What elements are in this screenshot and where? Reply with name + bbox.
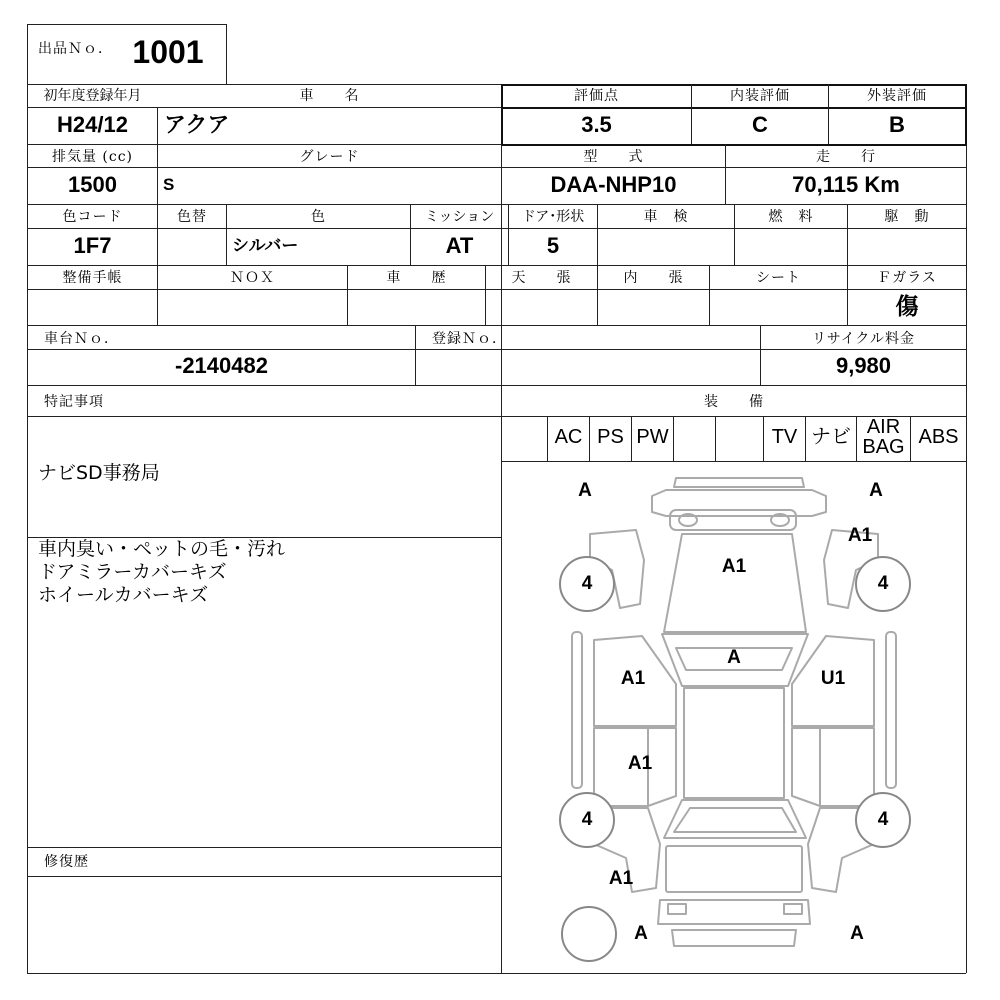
door-shape-label: ドア･形状	[521, 209, 585, 225]
tire-rear-right-grade: 4	[877, 809, 889, 830]
mark-front-right-corner: A	[869, 480, 883, 501]
color-code-label: 色コード	[62, 209, 123, 225]
mark-hood: A1	[721, 556, 747, 577]
color-change-label: 色替	[177, 209, 207, 225]
color-code-value: 1F7	[73, 233, 112, 258]
interior-label: 内装評価	[730, 88, 790, 104]
mark-rear-left: A1	[608, 868, 634, 889]
mark-rear-left-corner: A	[634, 923, 648, 944]
first-reg-value: H24/12	[57, 112, 128, 137]
mark-right-mirror: A1	[847, 525, 873, 546]
door-shape-value: 5	[546, 233, 560, 258]
recycle-fee-value: 9,980	[835, 353, 892, 378]
color-value: シルバー	[232, 236, 299, 255]
transmission-value: AT	[445, 233, 474, 258]
first-reg-label: 初年度登録年月	[43, 88, 142, 104]
model-label: 型 式	[583, 149, 644, 165]
mark-left-rear-door: A1	[627, 753, 653, 774]
history-label: 車 歴	[386, 270, 447, 286]
model-value: DAA-NHP10	[550, 172, 677, 197]
equipment-ac: AC	[554, 426, 583, 448]
seat-label: シート	[756, 270, 801, 286]
mileage-value: 70,115 Km	[792, 172, 900, 197]
equipment-label: 装 備	[704, 394, 764, 410]
equipment-navi: ナビ	[811, 426, 851, 448]
score-label: 評価点	[574, 88, 619, 104]
grade-value: S	[163, 175, 175, 194]
transmission-label: ミッション	[424, 209, 495, 225]
note-top: ナビSD事務局	[38, 462, 160, 484]
grade-label: グレード	[299, 149, 360, 165]
equipment-airbag: AIR BAG	[862, 416, 905, 458]
mark-right-front-door: U1	[820, 668, 846, 689]
fuel-label: 燃 料	[768, 209, 814, 225]
tire-rear-left-grade: 4	[581, 809, 593, 830]
recycle-fee-label: リサイクル料金	[811, 331, 916, 347]
repair-history-label: 修復歴	[44, 854, 89, 870]
spare-tire	[562, 907, 616, 961]
reg-no-label: 登録Ｎｏ．	[432, 331, 507, 347]
lot-label: 出品Ｎｏ．	[38, 41, 113, 57]
note-line-2: ドアミラーカバーキズ	[38, 561, 227, 583]
equipment-tv: TV	[771, 426, 798, 448]
nox-label: ＮＯＸ	[230, 270, 275, 286]
interior-lining-label: 内 張	[623, 270, 684, 286]
tire-front-right-grade: 4	[877, 573, 889, 594]
mark-left-front-door: A1	[620, 668, 646, 689]
car-diagram	[501, 462, 966, 973]
mark-front-left-corner: A	[578, 480, 592, 501]
tire-front-left-grade: 4	[581, 573, 593, 594]
exterior-label: 外装評価	[867, 88, 927, 104]
car-name-label: 車 名	[299, 88, 360, 104]
displacement-label: 排気量 (cc)	[51, 149, 134, 165]
equipment-abs: ABS	[918, 426, 959, 448]
note-line-1: 車内臭い・ペットの毛・汚れ	[38, 538, 286, 560]
special-notes-label: 特記事項	[44, 394, 104, 410]
chassis-no-value: -2140482	[175, 353, 268, 378]
displacement-value: 1500	[68, 172, 117, 197]
car-name-value: アクア	[164, 112, 230, 137]
roof-label: 天 張	[511, 270, 572, 286]
equipment-ps: PS	[597, 426, 624, 448]
mark-rear-right-corner: A	[850, 923, 864, 944]
color-label: 色	[311, 209, 326, 225]
interior-value: C	[752, 112, 768, 137]
lot-number: 1001	[132, 34, 204, 70]
f-glass-label: Ｆガラス	[877, 270, 937, 286]
mark-roof: A	[727, 647, 741, 668]
chassis-no-label: 車台Ｎｏ．	[44, 331, 119, 347]
f-glass-value: 傷	[895, 293, 919, 319]
exterior-value: B	[889, 112, 905, 137]
mileage-label: 走 行	[816, 149, 876, 165]
drive-label: 駆 動	[884, 209, 930, 225]
note-line-3: ホイールカバーキズ	[38, 584, 209, 606]
score-value: 3.5	[581, 112, 612, 137]
maintenance-label: 整備手帳	[62, 270, 123, 286]
equipment-pw: PW	[636, 426, 669, 448]
inspection-label: 車 検	[643, 209, 689, 225]
